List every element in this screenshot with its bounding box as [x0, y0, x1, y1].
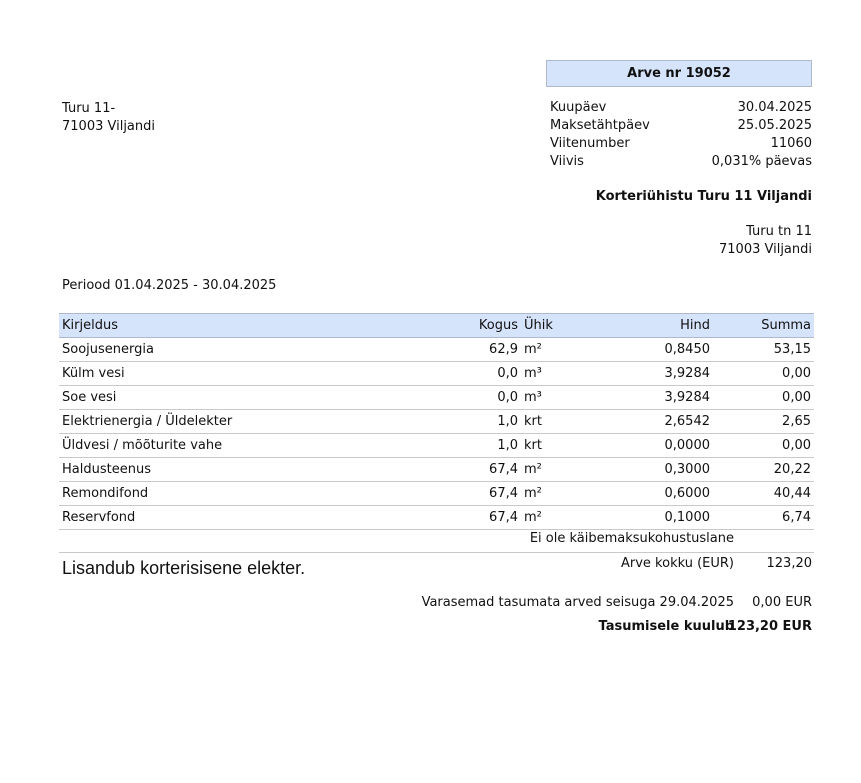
amount-due-value: 123,20 EUR	[727, 619, 812, 634]
row-sum: 2,65	[713, 410, 814, 434]
row-unit: krt	[521, 434, 587, 458]
row-description: Elektrienergia / Üldelekter	[59, 410, 465, 434]
header-description: Kirjeldus	[59, 314, 465, 338]
meta-value: 25.05.2025	[737, 118, 812, 133]
invoice-title: Arve nr 19052	[546, 60, 812, 87]
row-unit: m²	[521, 338, 587, 362]
meta-label: Kuupäev	[550, 100, 607, 115]
table-row	[59, 434, 814, 458]
billing-period: Periood 01.04.2025 - 30.04.2025	[62, 278, 277, 293]
meta-value: 30.04.2025	[737, 100, 812, 115]
row-unit: m³	[521, 386, 587, 410]
row-unit: m³	[521, 362, 587, 386]
recipient-address-line2: 71003 Viljandi	[62, 119, 155, 134]
row-unit: m²	[521, 482, 587, 506]
row-quantity: 0,0	[465, 362, 521, 386]
row-sum: 20,22	[713, 458, 814, 482]
row-price: 0,1000	[587, 506, 713, 530]
row-description: Haldusteenus	[59, 458, 465, 482]
row-quantity: 67,4	[465, 458, 521, 482]
meta-row-date	[550, 100, 812, 118]
header-price: Hind	[587, 314, 713, 338]
row-quantity: 1,0	[465, 434, 521, 458]
row-description: Remondifond	[59, 482, 465, 506]
row-sum: 0,00	[713, 434, 814, 458]
invoice-total-value: 123,20	[766, 556, 812, 571]
table-row	[59, 506, 814, 530]
row-price: 0,8450	[587, 338, 713, 362]
meta-label: Maksetähtpäev	[550, 118, 650, 133]
table-row	[59, 458, 814, 482]
row-quantity: 62,9	[465, 338, 521, 362]
header-quantity: Kogus	[465, 314, 521, 338]
row-unit: m²	[521, 506, 587, 530]
header-unit: Ühik	[521, 314, 587, 338]
issuer-street: Turu tn 11	[746, 224, 812, 239]
row-price: 3,9284	[587, 386, 713, 410]
additional-note: Lisandub korterisisene elekter.	[62, 558, 306, 578]
row-unit: krt	[521, 410, 587, 434]
meta-value: 11060	[770, 136, 812, 151]
row-quantity: 67,4	[465, 506, 521, 530]
previous-unpaid-value: 0,00 EUR	[752, 595, 812, 610]
previous-unpaid-label: Varasemad tasumata arved seisuga 29.04.2025	[421, 595, 734, 610]
row-price: 0,0000	[587, 434, 713, 458]
issuer-name: Korteriühistu Turu 11 Viljandi	[595, 189, 812, 204]
row-price: 2,6542	[587, 410, 713, 434]
row-sum: 6,74	[713, 506, 814, 530]
row-description: Üldvesi / mõõturite vahe	[59, 434, 465, 458]
line-items-table	[59, 313, 814, 530]
row-description: Soojusenergia	[59, 338, 465, 362]
row-sum: 0,00	[713, 362, 814, 386]
table-row	[59, 410, 814, 434]
meta-row-penalty	[550, 154, 812, 172]
row-price: 0,6000	[587, 482, 713, 506]
amount-due-label: Tasumisele kuulub	[598, 619, 734, 634]
row-quantity: 0,0	[465, 386, 521, 410]
row-description: Külm vesi	[59, 362, 465, 386]
totals-divider	[59, 552, 814, 553]
meta-row-due-date	[550, 118, 812, 136]
header-sum: Summa	[713, 314, 814, 338]
row-quantity: 1,0	[465, 410, 521, 434]
vat-status-note: Ei ole käibemaksukohustuslane	[529, 531, 734, 546]
meta-row-reference	[550, 136, 812, 154]
row-description: Reservfond	[59, 506, 465, 530]
row-sum: 53,15	[713, 338, 814, 362]
table-row	[59, 386, 814, 410]
row-description: Soe vesi	[59, 386, 465, 410]
table-row	[59, 362, 814, 386]
row-unit: m²	[521, 458, 587, 482]
table-header-row	[59, 314, 814, 338]
table-row	[59, 482, 814, 506]
table-row	[59, 338, 814, 362]
row-sum: 40,44	[713, 482, 814, 506]
meta-value: 0,031% päevas	[711, 154, 812, 169]
row-quantity: 67,4	[465, 482, 521, 506]
invoice-total-label: Arve kokku (EUR)	[620, 556, 734, 571]
meta-label: Viivis	[550, 154, 584, 169]
recipient-address-line1: Turu 11-	[62, 101, 116, 116]
row-sum: 0,00	[713, 386, 814, 410]
issuer-city: 71003 Viljandi	[719, 242, 812, 257]
row-price: 3,9284	[587, 362, 713, 386]
row-price: 0,3000	[587, 458, 713, 482]
meta-label: Viitenumber	[550, 136, 630, 151]
